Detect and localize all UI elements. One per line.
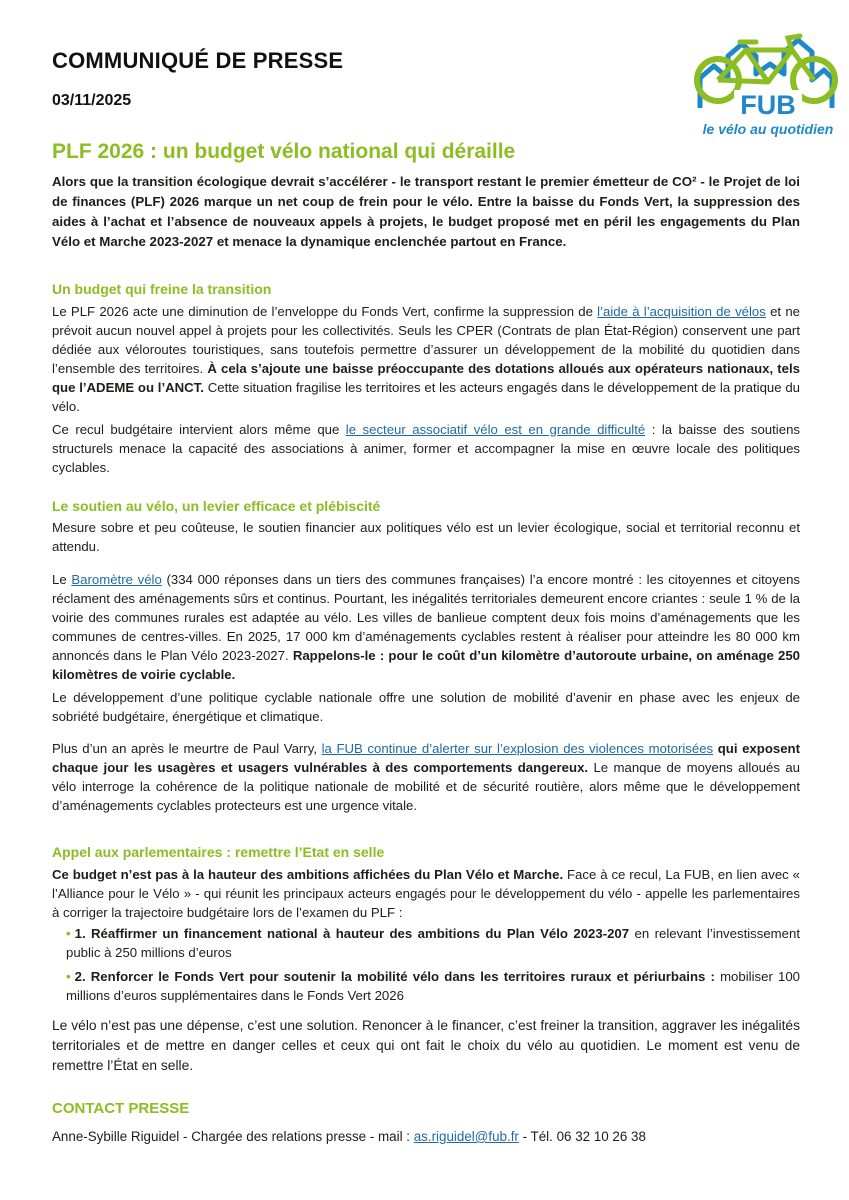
text-run-bold: 2. Renforcer le Fonds Vert pour soutenir la mobilité vélo dans les territoires ruraux et périurbains : (74, 969, 715, 984)
text-run-bold: À cela s’ajoute une baisse préoccupante des dotations alloués aux opérateurs nationaux, tels que l’ADEME ou l’ANCT. (52, 361, 800, 395)
text-run: Face à ce recul, La FUB, en lien avec « l’Alliance pour le Vélo » - qui réunit les principaux acteurs engagés pour le développement du vélo - appelle les parlementaires à corriger la trajectoire budgétaire lors de l’examen du PLF : (52, 867, 800, 920)
logo-wordmark: FUB (740, 90, 796, 120)
bicycle-city-logo-icon (672, 30, 849, 140)
link-violences-motorisees[interactable]: la FUB continue d’alerter sur l’explosion des violences motorisées (321, 741, 714, 756)
text-run-bold: qui exposent chaque jour les usagères et usagers vulnérables à des comportements dangereux. (52, 741, 800, 775)
contact-phone: - Tél. 06 32 10 26 38 (518, 1129, 646, 1144)
section2-paragraph-2 (52, 570, 800, 684)
contact-email-link[interactable]: as.riguidel@fub.fr (413, 1129, 519, 1144)
section2-paragraph-3: Le développement d’une politique cyclable nationale offre une solution de mobilité d’avenir en phase avec les enjeux de sobriété budgétaire, énergétique et climatique. (52, 690, 800, 724)
section1-paragraph-2 (52, 420, 800, 477)
section-heading-soutien: Le soutien au vélo, un levier efficace et plébiscité (52, 498, 381, 514)
text-run: mobiliser 100 millions d’euros supplémentaires dans le Fonds Vert 2026 (66, 969, 800, 1003)
text-run: Le PLF 2026 acte une diminution de l’enveloppe du Fonds Vert, confirme la suppression de (52, 304, 598, 319)
text-run-bold: 1. Réaffirmer un financement national à hauteur des ambitions du Plan Vélo 2023-207 (74, 926, 630, 941)
text-run: Le manque de moyens alloués au vélo interroge la cohérence de la politique nationale de mobilité et de sécurité routière, alors même que le développement d’aménagements cyclables protecteurs est une urgence vitale. (52, 760, 800, 813)
demands-list (66, 924, 800, 1010)
section3-paragraph-1 (52, 865, 800, 922)
contact-name: Anne-Sybille Riguidel (52, 1129, 180, 1144)
text-run: en relevant l’investissement public à 250 millions d’euros (66, 926, 801, 960)
text-run: et ne prévoit aucun nouvel appel à projets pour les collectivités. (52, 304, 800, 338)
text-run: Ce recul budgétaire intervient alors même que (52, 422, 346, 437)
text-run: (334 000 réponses dans un tiers des communes françaises) l’a encore montré : les citoyennes et citoyens réclament des aménagements sûrs et continus. Pourtant, les inégalités territoriales demeurent encore criantes : seule 1 % de la voirie des communes rurales est adaptée au vélo. Les villes de banlieue comptent deux fois moins d’aménagements que les communes de centres-villes. En 2025, 17 000 km d’aménagements cyclables restent à réaliser pour atteindre les 80 000 km annoncés dans le Plan Vélo 2023-2027. (52, 572, 801, 663)
logo-tagline: le vélo au quotidien (702, 121, 834, 137)
contact-line (52, 1129, 646, 1144)
text-run: Seuls les CPER (Contrats de plan État-Région) conservent une part dédiée aux véloroutes touristiques, sans toutefois permettre d’assurer un développement de la mobilité du quotidien dans l’ensemble des territoires. (52, 323, 800, 376)
fub-logo (672, 30, 849, 140)
contact-heading: CONTACT PRESSE (52, 1100, 190, 1117)
link-secteur-associatif[interactable]: le secteur associatif vélo est en grande difficulté (345, 422, 646, 437)
text-run: Le (52, 572, 72, 587)
link-aide-achat-velo[interactable]: l’aide à l’acquisition de vélos (597, 304, 766, 319)
section2-paragraph-4 (52, 739, 800, 815)
section-heading-budget: Un budget qui freine la transition (52, 281, 272, 297)
section1-paragraph-1 (52, 302, 800, 416)
text-run: Plus d’un an après le meurtre de Paul Varry, (52, 741, 322, 756)
list-item (66, 967, 800, 1005)
contact-role: - Chargée des relations presse - mail : (179, 1129, 414, 1144)
text-run-bold: Ce budget n’est pas à la hauteur des ambitions affichées du Plan Vélo et Marche. (52, 867, 564, 882)
release-date: 03/11/2025 (52, 92, 132, 109)
link-barometre-velo[interactable]: Baromètre vélo (71, 572, 162, 587)
text-run: : la baisse des soutiens structurels menace la capacité des associations à animer, former et accompagner la mise en œuvre locale des politiques cyclables. (52, 422, 800, 475)
section2-paragraph-1: Mesure sobre et peu coûteuse, le soutien financier aux politiques vélo est un levier écologique, social et territorial reconnu et attendu. (52, 520, 800, 554)
section-heading-appel: Appel aux parlementaires : remettre l’Etat en selle (52, 844, 385, 860)
document-type: COMMUNIQUÉ DE PRESSE (52, 48, 344, 73)
text-run-bold: Rappelons-le : pour le coût d’un kilomètre d’autoroute urbaine, on aménage 250 kilomètres de voirie cyclable. (52, 648, 801, 682)
text-run: Cette situation fragilise les territoires et les acteurs engagés dans le développement de la pratique du vélo. (52, 380, 800, 414)
list-item (66, 924, 800, 962)
lead-paragraph: Alors que la transition écologique devrait s’accélérer - le transport restant le premier émetteur de CO² - le Projet de loi de finances (PLF) 2026 marque un net coup de frein pour le vélo. Entre la baisse du Fonds Vert, la suppression des aides à l’achat et l’absence de nouveaux appels à projets, le budget proposé met en péril les engagements du Plan Vélo et Marche 2023-2027 et menace la dynamique enclenchée partout en France. (52, 174, 800, 249)
page-title: PLF 2026 : un budget vélo national qui déraille (52, 140, 516, 163)
bullet-icon: • (66, 969, 71, 984)
closing-paragraph: Le vélo n’est pas une dépense, c’est une solution. Renoncer à le financer, c’est freiner la transition, aggraver les inégalités territoriales et de mettre en danger celles et ceux qui ont fait le choix du vélo au quotidien. Le moment est venu de remettre l’État en selle. (52, 1018, 800, 1073)
bullet-icon: • (66, 926, 71, 941)
